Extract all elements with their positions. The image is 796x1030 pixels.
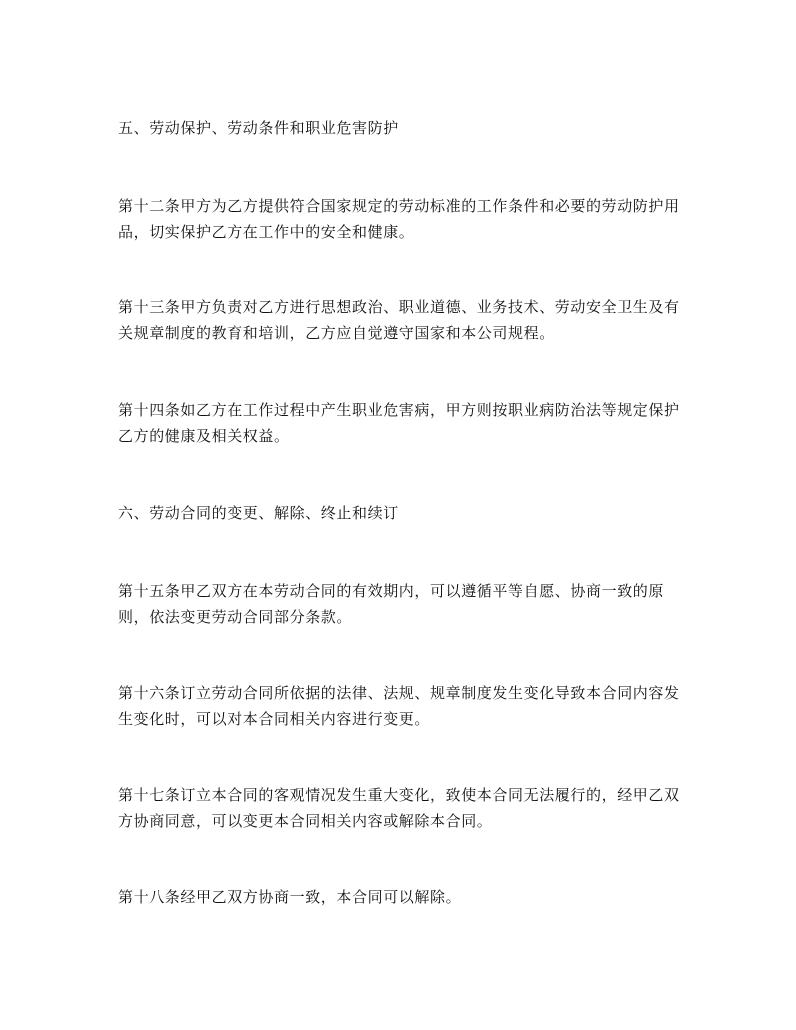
article-18-paragraph: 第十八条经甲乙双方协商一致，本合同可以解除。	[118, 888, 462, 906]
article-14-paragraph: 第十四条如乙方在工作过程中产生职业危害病，甲方则按职业病防治法等规定保护乙方的健康及相关权益。	[118, 401, 680, 445]
article-17-paragraph: 第十七条订立本合同的客观情况发生重大变化，致使本合同无法履行的，经甲乙双方协商同意，可以变更本合同相关内容或解除本合同。	[118, 786, 680, 830]
article-13-paragraph: 第十三条甲方负责对乙方进行思想政治、职业道德、业务技术、劳动安全卫生及有关规章制度的教育和培训，乙方应自觉遵守国家和本公司规程。	[118, 298, 680, 342]
article-15-paragraph: 第十五条甲乙双方在本劳动合同的有效期内，可以遵循平等自愿、协商一致的原则，依法变更劳动合同部分条款。	[118, 582, 665, 626]
article-16-paragraph: 第十六条订立劳动合同所依据的法律、法规、规章制度发生变化导致本合同内容发生变化时，可以对本合同相关内容进行变更。	[118, 684, 680, 728]
article-12-paragraph: 第十二条甲方为乙方提供符合国家规定的劳动标准的工作条件和必要的劳动防护用品，切实保护乙方在工作中的安全和健康。	[118, 197, 680, 241]
section-5-heading: 五、劳动保护、劳动条件和职业危害防护	[118, 119, 399, 137]
section-6-heading: 六、劳动合同的变更、解除、终止和续订	[118, 504, 399, 522]
